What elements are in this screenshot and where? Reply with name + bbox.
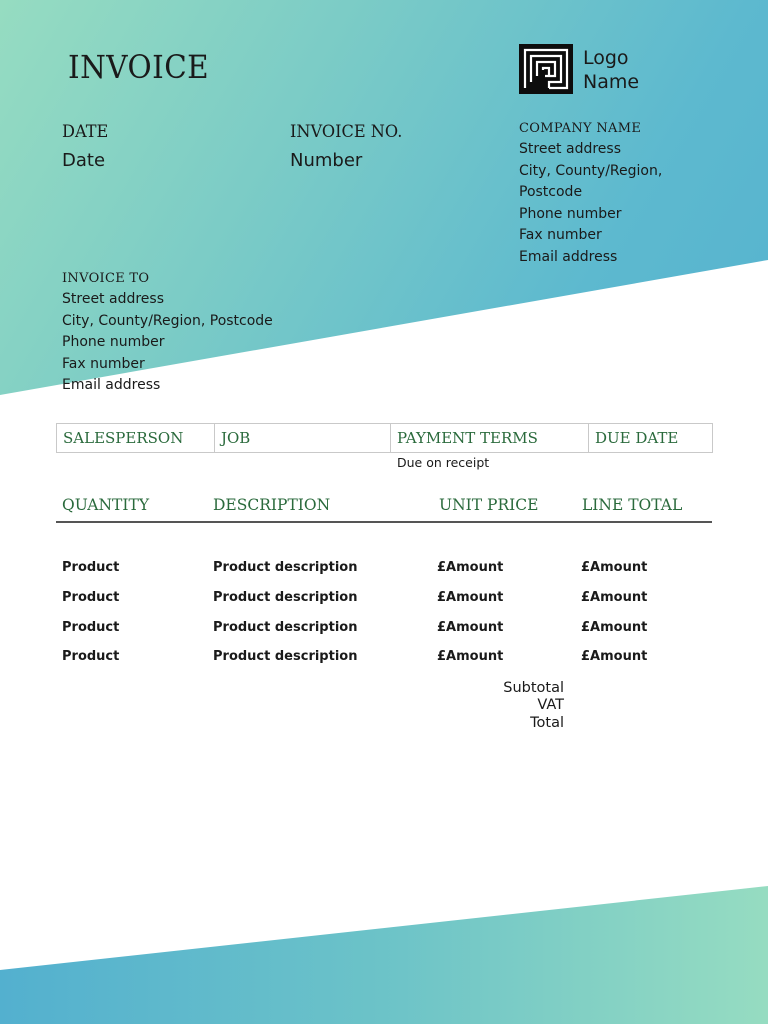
invoice-to-email: Email address: [62, 377, 161, 393]
invoice-to-phone: Phone number: [62, 334, 165, 350]
invoice-to-block: [62, 269, 273, 397]
invoice-to-street: Street address: [62, 291, 164, 307]
table-row: [0, 620, 768, 642]
unit-price-column-header: UNIT PRICE: [439, 496, 539, 514]
date-label: DATE: [62, 122, 109, 142]
line-total-column-header: LINE TOTAL: [582, 496, 683, 514]
salesperson-header: SALESPERSON: [57, 424, 215, 453]
table-row: [0, 590, 768, 612]
table-row: [0, 560, 768, 582]
payment-terms-value: Due on receipt: [397, 455, 490, 470]
logo-name: [583, 46, 639, 94]
total-label: Total: [530, 715, 564, 731]
company-email: Email address: [519, 248, 618, 265]
due-date-header: DUE DATE: [589, 424, 713, 453]
logo-text-line2: Name: [583, 71, 640, 93]
table-row: [0, 649, 768, 671]
header-divider: [56, 521, 712, 523]
job-header: JOB: [215, 424, 391, 453]
logo-text-line1: Logo: [583, 47, 629, 69]
item-line-total: £Amount: [581, 620, 648, 635]
maze-logo-icon: [519, 44, 573, 94]
company-phone: Phone number: [519, 205, 622, 222]
item-line-total: £Amount: [581, 590, 648, 605]
item-unit-price: £Amount: [437, 560, 504, 575]
vat-label: VAT: [537, 697, 564, 713]
item-quantity: Product: [62, 620, 120, 635]
invoice-to-city: City, County/Region, Postcode: [62, 312, 273, 329]
invoice-number-value: Number: [290, 150, 363, 171]
item-quantity: Product: [62, 560, 120, 575]
company-street: Street address: [519, 141, 621, 157]
company-block: [519, 119, 662, 268]
date-value: Date: [62, 150, 106, 171]
item-quantity: Product: [62, 649, 120, 664]
item-description: Product description: [213, 590, 358, 605]
meta-header-row: [57, 424, 713, 453]
company-fax: Fax number: [519, 227, 602, 243]
item-line-total: £Amount: [581, 560, 648, 575]
invoice-to-fax: Fax number: [62, 355, 145, 372]
item-unit-price: £Amount: [437, 649, 504, 664]
item-description: Product description: [213, 620, 358, 635]
quantity-column-header: QUANTITY: [62, 496, 150, 514]
item-unit-price: £Amount: [437, 590, 504, 605]
invoice-to-label: INVOICE TO: [62, 271, 150, 286]
item-line-total: £Amount: [581, 649, 648, 664]
invoice-title: INVOICE: [68, 48, 210, 86]
item-description: Product description: [213, 649, 358, 664]
item-description: Product description: [213, 560, 358, 575]
company-city: City, County/Region,: [519, 162, 663, 179]
invoice-meta-table: [56, 423, 713, 453]
item-unit-price: £Amount: [437, 620, 504, 635]
footer-gradient-background: [0, 880, 768, 1024]
company-name-label: COMPANY NAME: [519, 121, 642, 136]
description-column-header: DESCRIPTION: [213, 496, 331, 514]
item-quantity: Product: [62, 590, 120, 605]
subtotal-label: Subtotal: [503, 680, 564, 696]
company-postcode: Postcode: [519, 184, 583, 200]
invoice-number-label: INVOICE NO.: [290, 122, 403, 142]
payment-terms-header: PAYMENT TERMS: [391, 424, 589, 453]
